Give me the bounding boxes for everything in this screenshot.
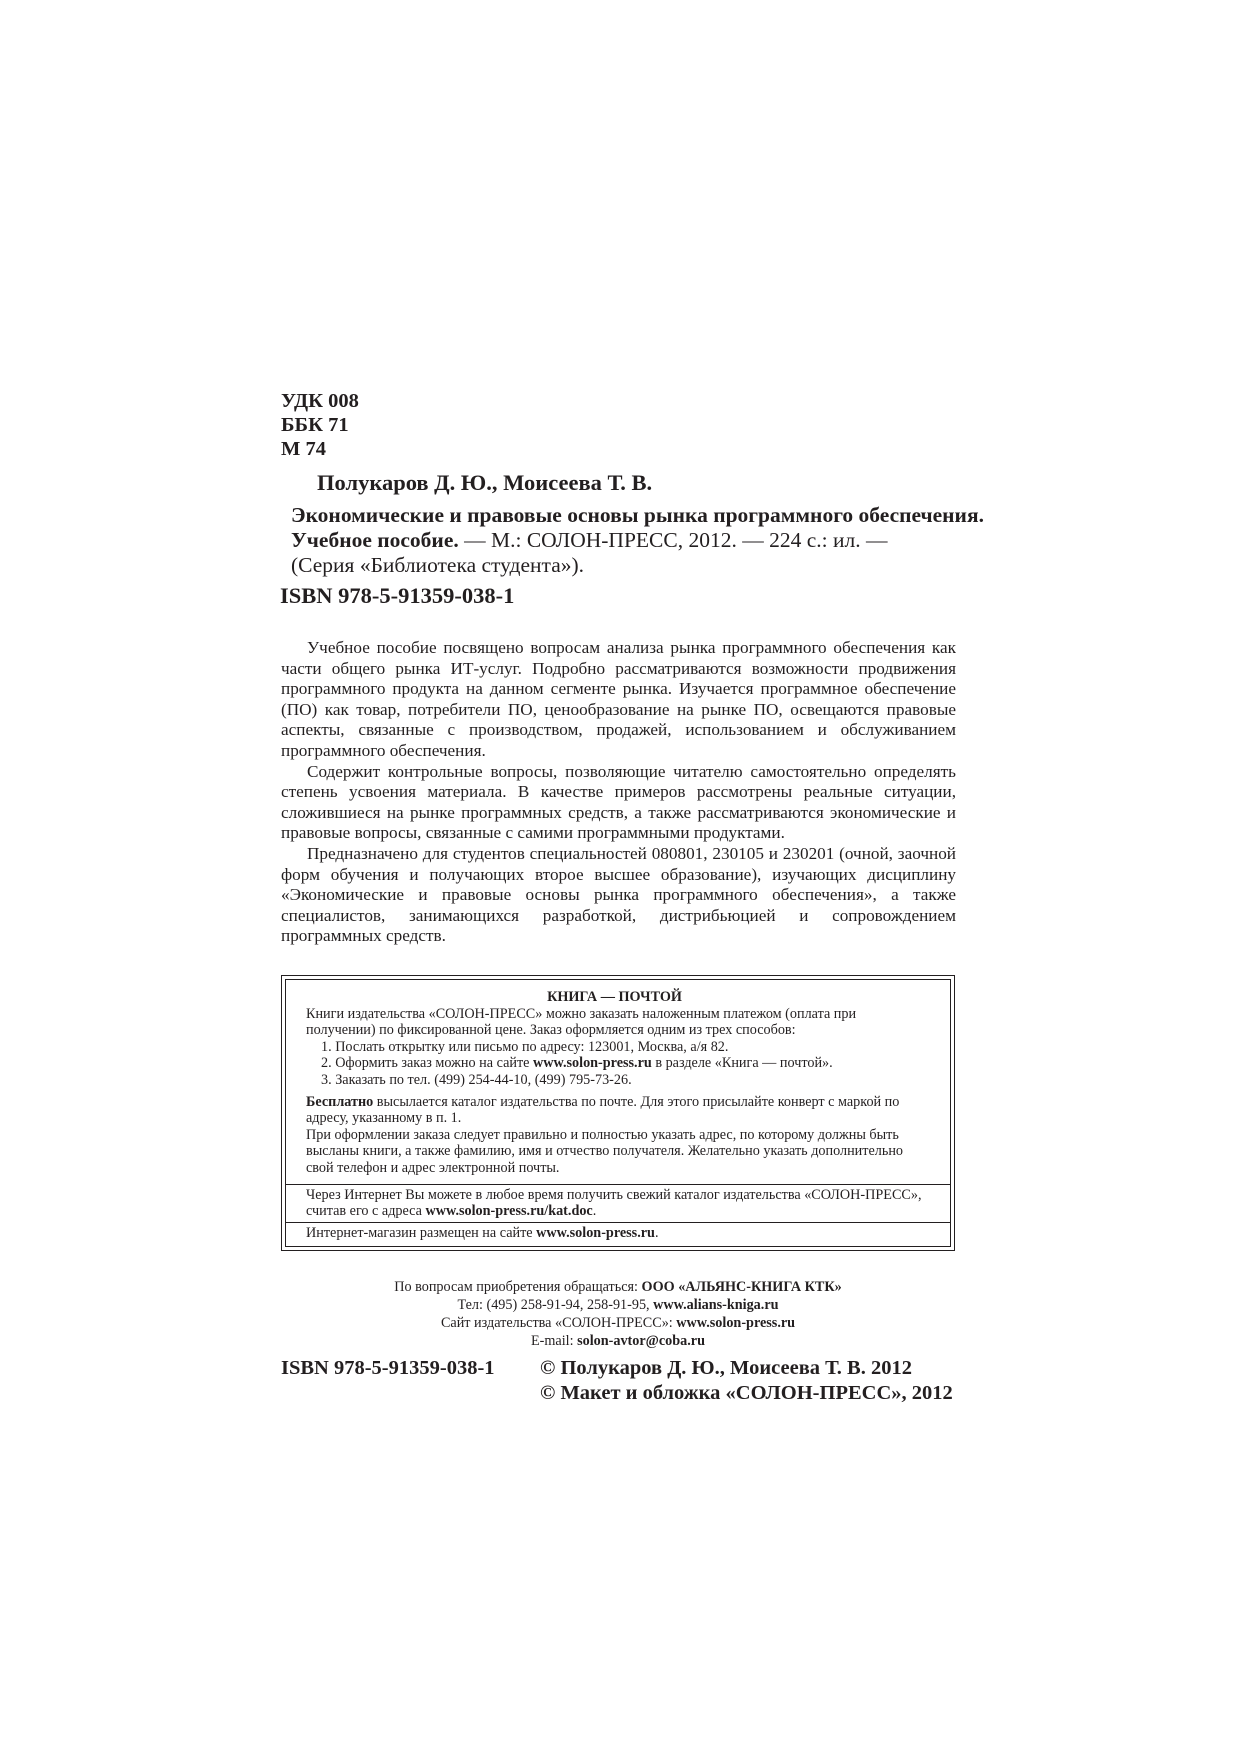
abstract-paragraph: Содержит контрольные вопросы, позволяющие читателю самостоятельно определять степень усвоения материала. В качестве примеров рассмотрены реальные ситуации, сложившиеся на рынке программных средств, а также рассматриваются экономические и правовые вопросы, связанные с самими программными продуктами. [281, 761, 956, 843]
abstract [281, 638, 956, 947]
free-text: высылается каталог издательства по почте. Для этого присылайте конверт с маркой по адресу, указанному в п. 1. [306, 1093, 900, 1127]
copyright-authors: © Полукаров Д. Ю., Моисеева Т. В. 2012 [540, 1357, 912, 1379]
bbk-code: ББК 71 [281, 414, 349, 436]
book-title: Экономические и правовые основы рынка программного обеспечения. [291, 503, 984, 527]
order-option-1: 1. Послать открытку или письмо по адресу: 123001, Москва, а/я 82. [321, 1038, 729, 1055]
order-option-3: 3. Заказать по тел. (499) 254-44-10, (499) 795-73-26. [321, 1071, 632, 1088]
catalog-url: www.solon-press.ru/kat.doc [425, 1203, 593, 1220]
publisher-site [281, 1314, 955, 1332]
book-subtitle: Учебное пособие. [291, 528, 459, 552]
udk-code: УДК 008 [281, 390, 359, 412]
online-shop-note [306, 1225, 923, 1242]
internet-catalog-note [306, 1187, 923, 1220]
authors: Полукаров Д. Ю., Моисеева Т. В. [317, 470, 653, 495]
copyright-publisher: © Макет и обложка «СОЛОН-ПРЕСС», 2012 [540, 1382, 953, 1404]
email-contact [281, 1332, 955, 1350]
copyright-block [540, 1356, 953, 1406]
mail-order-box [281, 975, 955, 1251]
internet-end: . [592, 1203, 597, 1220]
author-mark: М 74 [281, 438, 326, 460]
mail-order-intro: Книги издательства «СОЛОН-ПРЕСС» можно заказать наложенным платежом (оплата при получении) по фиксированной цене. Заказ оформляется одним из трех способов: [306, 1005, 857, 1039]
box-divider [286, 1184, 950, 1185]
phone-site: www.alians-kniga.ru [653, 1297, 779, 1313]
mail-order-title: КНИГА — ПОЧТОЙ [547, 989, 682, 1005]
imprint-line [291, 528, 971, 553]
bibliographic-description [291, 503, 984, 578]
option2-text: 2. Оформить заказ можно на сайте [321, 1055, 534, 1072]
abstract-paragraph: Предназначено для студентов специальностей 080801, 230105 и 230201 (очной, заочной форм обучения и получающих второе высшее образование), изучающих дисциплину «Экономические и правовые основы рынка программного обеспечения», а также специалистов, занимающихся разработкой, дистрибьюцией и сопровождением программных средств. [281, 843, 956, 946]
contacts-block [281, 1278, 955, 1350]
abstract-paragraph: Учебное пособие посвящено вопросам анализа рынка программного обеспечения как части общего рынка ИТ-услуг. Подробно рассматриваются возможности продвижения программного продукта на данном сегменте рынка. Изучается программное обеспечение (ПО) как товар, потребители ПО, ценообразование на рынке ПО, освещаются правовые аспекты, связанные с производством, продажей, использованием и обслуживанием программного обеспечения. [281, 638, 956, 760]
phone-contact [281, 1296, 955, 1314]
purchase-text: По вопросам приобретения обращаться: [394, 1279, 642, 1295]
isbn-header: ISBN 978-5-91359-038-1 [280, 583, 515, 608]
series: (Серия «Библиотека студента»). [291, 553, 585, 577]
site-text: Сайт издательства «СОЛОН-ПРЕСС»: [440, 1315, 677, 1331]
purchase-contact [281, 1278, 955, 1296]
shop-end: . [654, 1224, 659, 1241]
isbn-footer: ISBN 978-5-91359-038-1 [281, 1357, 495, 1379]
email-address: solon-avtor@coba.ru [577, 1333, 705, 1349]
shop-text: Интернет-магазин размещен на сайте [306, 1224, 537, 1241]
shop-url: www.solon-press.ru [536, 1224, 655, 1241]
email-text: E-mail: [531, 1333, 578, 1349]
imprint-details: — М.: СОЛОН-ПРЕСС, 2012. — 224 с.: ил. — [458, 528, 888, 552]
option2-site: www.solon-press.ru [533, 1055, 652, 1072]
box-divider [286, 1222, 950, 1223]
order-instructions: При оформлении заказа следует правильно и полностью указать адрес, по которому должны быть высланы книги, а также фамилию, имя и отчество получателя. Желательно указать дополнительно свой телефон и адрес электронной почты. [306, 1126, 904, 1176]
classification-codes [281, 389, 359, 461]
mail-order-inner [285, 979, 951, 1247]
site-url: www.solon-press.ru [676, 1315, 796, 1331]
phone-text: Тел: (495) 258-91-94, 258-91-95, [457, 1297, 654, 1313]
free-label: Бесплатно [306, 1093, 374, 1110]
internet-text: Через Интернет Вы можете в любое время получить свежий каталог издательства «СОЛОН-ПРЕСС», считав его с адреса [306, 1186, 922, 1220]
option2-end: в разделе «Книга — почтой». [651, 1055, 833, 1072]
free-catalog-note [306, 1094, 923, 1127]
order-options [306, 1039, 923, 1089]
order-option-2 [306, 1055, 923, 1072]
purchase-org: ООО «АЛЬЯНС-КНИГА КТК» [641, 1279, 842, 1295]
